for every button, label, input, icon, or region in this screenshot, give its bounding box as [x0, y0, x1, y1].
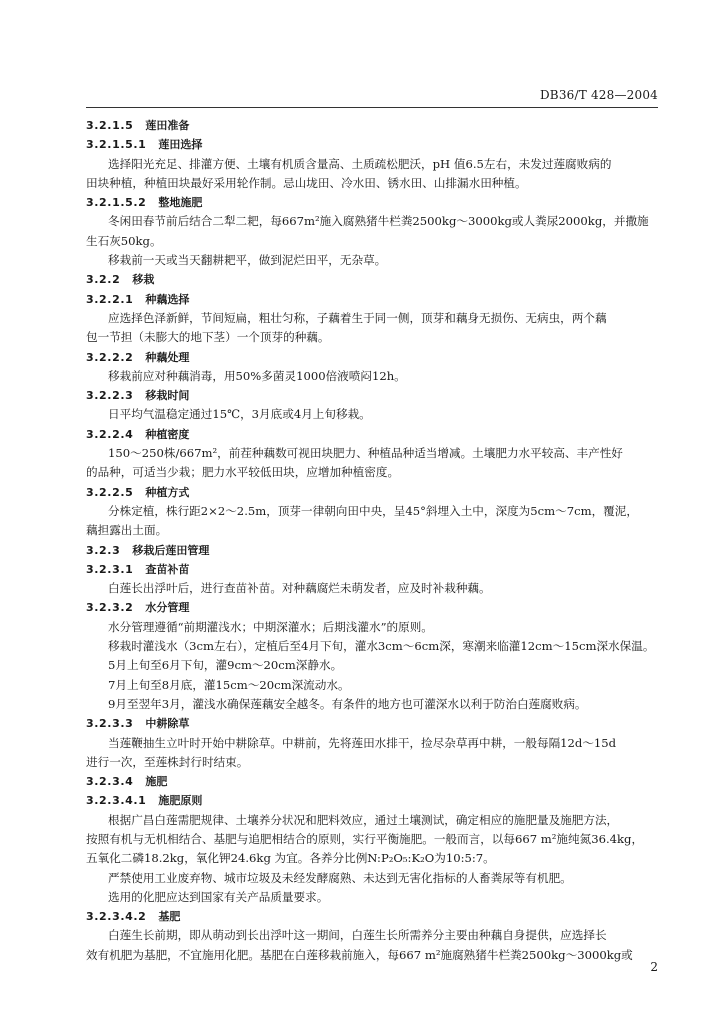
paragraph-line: 根据广昌白莲需肥规律、土壤养分状况和肥料效应，通过土壤测试，确定相应的施肥量及施肥方法， — [108, 812, 619, 827]
section-heading — [86, 714, 658, 733]
section-title: 施肥原则 — [158, 794, 203, 808]
section-title: 中耕除草 — [145, 717, 190, 731]
paragraph-continuation: 按照有机与无机相结合、基肥与追肥相结合的原则，实行平衡施肥。一般而言，以每667 m²施纯氮36.4kg， — [86, 831, 644, 846]
paragraph-continuation: 包一节担（未膨大的地下茎）一个顶芽的种藕。 — [86, 330, 330, 345]
section-number: 3.2.1.5 — [86, 119, 134, 132]
section-title: 施肥 — [145, 775, 168, 789]
section-number: 3.2.3.4.1 — [86, 794, 147, 808]
section-number: 3.2.3 — [86, 543, 121, 557]
section-number: 3.2.3.4 — [86, 775, 134, 789]
section-title: 移栽 — [132, 273, 155, 287]
paragraph-continuation: 藕担露出土面。 — [86, 523, 168, 538]
section-title: 种植密度 — [145, 427, 190, 441]
section-heading — [86, 270, 658, 289]
section-title: 种藕处理 — [145, 350, 190, 364]
section-heading — [86, 772, 658, 791]
section-number: 3.2.3.1 — [86, 562, 134, 576]
paragraph-line: 当莲鞭抽生立叶时开始中耕除草。中耕前，先将莲田水排干，捡尽杂草再中耕，一般每隔12d～15d — [108, 735, 617, 750]
paragraph-continuation: 生石灰50kg。 — [86, 233, 162, 248]
section-number: 3.2.2.3 — [86, 389, 134, 403]
paragraph-continuation: 效有机肥为基肥，不宜施用化肥。基肥在白莲移栽前施入，每667 m²施腐熟猪牛栏粪2500kg～3000kg或 — [86, 947, 633, 962]
section-heading — [86, 425, 658, 444]
paragraph-line: 移栽前一天或当天翻耕耙平，做到泥烂田平，无杂草。 — [108, 253, 387, 268]
paragraph-continuation: 进行一次，至莲株封行时结束。 — [86, 754, 249, 769]
section-number: 3.2.1.5.2 — [86, 196, 147, 210]
section-title: 查苗补苗 — [145, 562, 190, 576]
section-heading — [86, 907, 658, 926]
paragraph-line: 分株定植，株行距2×2～2.5m，顶芽一律朝向田中央，呈45°斜埋入土中，深度为5cm～7cm，覆泥， — [108, 503, 638, 518]
paragraph-line: 日平均气温稳定通过15℃，3月底或4月上旬移栽。 — [108, 407, 371, 422]
section-heading — [86, 116, 658, 135]
section-heading — [86, 348, 658, 367]
section-heading — [86, 483, 658, 502]
paragraph-line: 白莲长出浮叶后，进行查苗补苗。对种藕腐烂未萌发者，应及时补栽种藕。 — [108, 581, 491, 596]
section-number: 3.2.2.5 — [86, 485, 134, 499]
paragraph-line: 移栽时灌浅水（3cm左右），定植后至4月下旬，灌水3cm～6cm深，寒潮来临灌12cm～15cm深水保温。 — [108, 639, 655, 654]
section-title: 莲田选择 — [158, 138, 203, 152]
paragraph-line: 水分管理遵循“前期灌浅水；中期深灌水；后期浅灌水”的原则。 — [108, 619, 433, 634]
header-rule — [86, 107, 658, 108]
section-title: 种藕选择 — [145, 292, 190, 306]
paragraph-line: 移栽前应对种藕消毒，用50%多菌灵1000倍液喷闷12h。 — [108, 368, 406, 383]
section-title: 水分管理 — [145, 601, 190, 615]
section-title: 基肥 — [158, 910, 181, 924]
paragraph-line: 9月至翌年3月，灌浅水确保莲藕安全越冬。有条件的地方也可灌深水以利于防治白莲腐败病。 — [108, 696, 587, 711]
page-number: 2 — [650, 960, 658, 974]
paragraph-continuation: 五氧化二磷18.2kg，氧化钾24.6kg 为宜。各养分比例N:P₂O₅:K₂O为10:5:7。 — [86, 851, 495, 866]
section-heading — [86, 541, 658, 560]
section-heading — [86, 560, 658, 579]
section-heading — [86, 135, 658, 154]
paragraph-line: 5月上旬至6月下旬，灌9cm～20cm深静水。 — [108, 658, 343, 673]
section-number: 3.2.3.4.2 — [86, 910, 147, 924]
paragraph-continuation: 田块种植，种植田块最好采用轮作制。忌山垅田、冷水田、锈水田、山排漏水田种植。 — [86, 175, 527, 190]
document-body — [86, 116, 658, 965]
section-number: 3.2.3.2 — [86, 601, 134, 615]
section-number: 3.2.2.4 — [86, 427, 134, 441]
section-number: 3.2.2.2 — [86, 350, 134, 364]
section-heading — [86, 598, 658, 617]
paragraph-line: 7月上旬至8月底，灌15cm～20cm深流动水。 — [108, 677, 350, 692]
paragraph-line: 应选择色泽新鲜，节间短扁，粗壮匀称，子藕着生于同一侧，顶芽和藕身无损伤、无病虫，两个藕 — [108, 310, 607, 325]
paragraph-line: 冬闲田春节前后结合二犁二耙，每667m²施入腐熟猪牛栏粪2500kg～3000kg或人粪尿2000kg，并撒施 — [108, 214, 649, 229]
section-heading — [86, 290, 658, 309]
section-heading — [86, 386, 658, 405]
paragraph-line: 选用的化肥应达到国家有关产品质量要求。 — [108, 889, 329, 904]
section-title: 移栽时间 — [145, 389, 190, 403]
section-number: 3.2.1.5.1 — [86, 138, 147, 152]
section-title: 莲田准备 — [145, 119, 190, 132]
section-number: 3.2.2 — [86, 273, 121, 287]
section-heading — [86, 193, 658, 212]
section-heading — [86, 791, 658, 810]
paragraph-line: 选择阳光充足、排灌方便、土壤有机质含量高、土质疏松肥沃，pH 值6.5左右，未发过莲腐败病的 — [108, 156, 612, 171]
standard-code: DB36/T 428—2004 — [539, 88, 658, 102]
section-title: 整地施肥 — [158, 196, 203, 210]
section-number: 3.2.3.3 — [86, 717, 134, 731]
section-number: 3.2.2.1 — [86, 292, 134, 306]
paragraph-continuation: 的品种，可适当少栽；肥力水平较低田块，应增加种植密度。 — [86, 465, 400, 480]
section-title: 移栽后莲田管理 — [132, 543, 210, 557]
paragraph-line: 150～250株/667m²，前茬种藕数可视田块肥力、种植品种适当增减。土壤肥力水平较高、丰产性好 — [108, 446, 623, 461]
paragraph-line: 严禁使用工业废弃物、城市垃圾及未经发酵腐熟、未达到无害化指标的人畜粪尿等有机肥。 — [108, 870, 572, 885]
section-title: 种植方式 — [145, 485, 190, 499]
paragraph-line: 白莲生长前期，即从萌动到长出浮叶这一期间，白莲生长所需养分主要由种藕自身提供，应选择长 — [108, 928, 607, 943]
